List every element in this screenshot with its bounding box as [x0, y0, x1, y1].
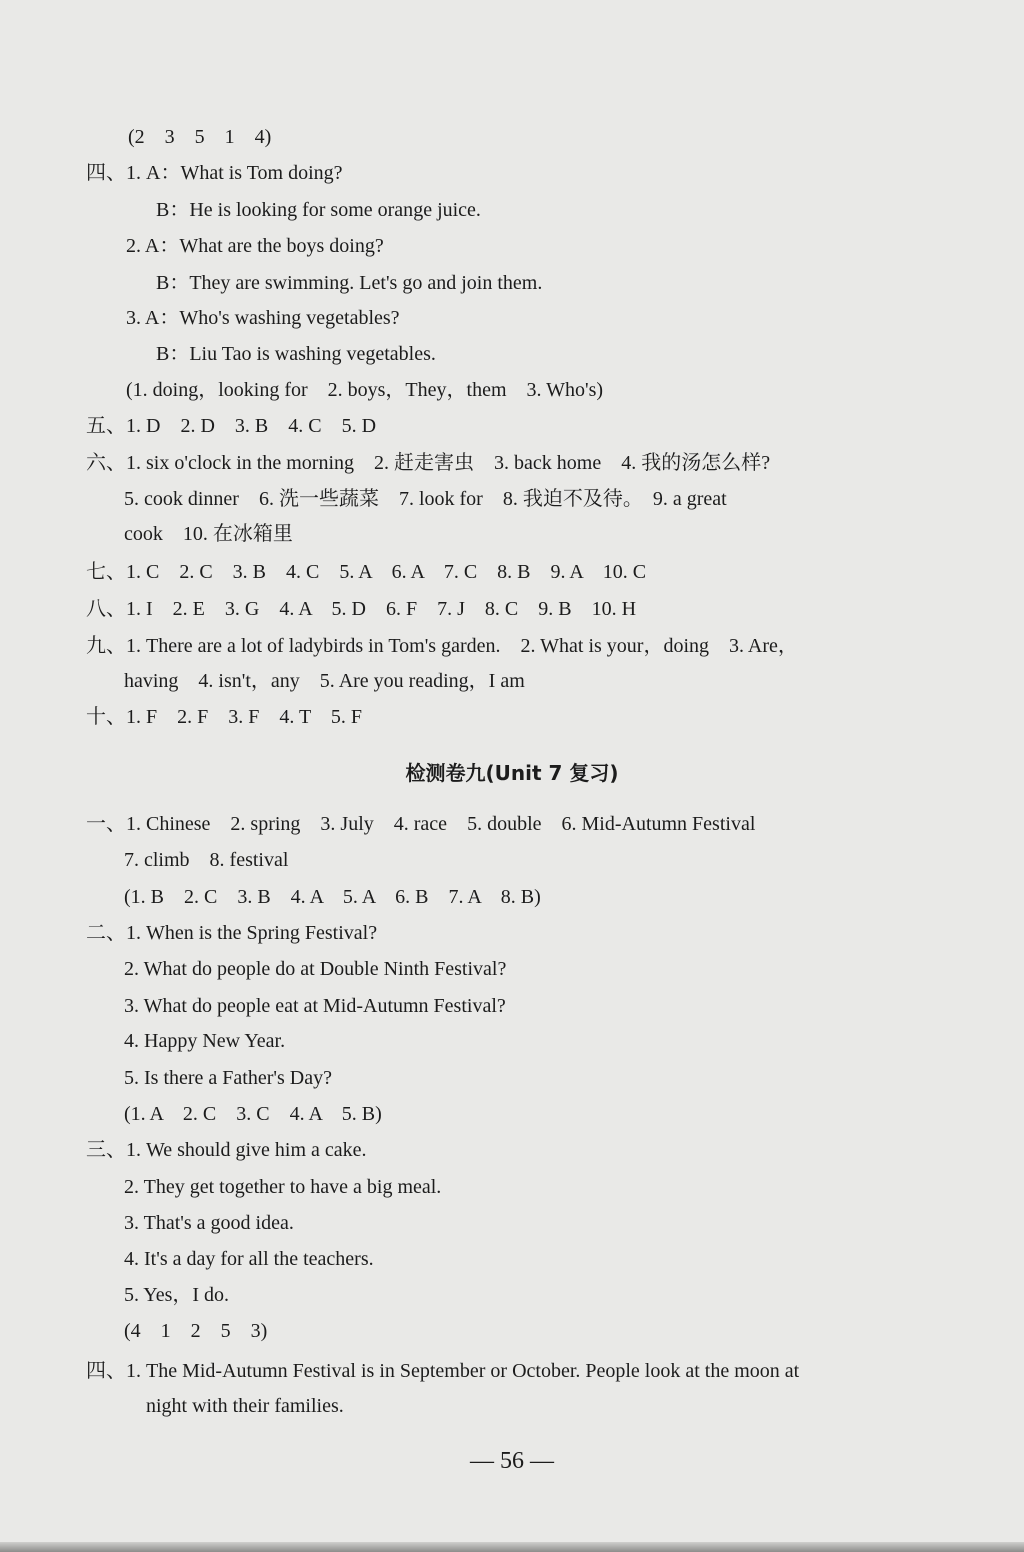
answer-line: 3. A：Who's washing vegetables? — [126, 307, 400, 329]
page-bottom-edge — [0, 1542, 1024, 1552]
answer-line: 四、1. A：What is Tom doing? — [86, 162, 343, 184]
answer-line: 二、1. When is the Spring Festival? — [86, 922, 378, 944]
answer-line: 三、1. We should give him a cake. — [86, 1139, 367, 1161]
answer-line: 九、1. There are a lot of ladybirds in Tom's garden. 2. What is your，doing 3. Are， — [86, 635, 798, 657]
answer-line: 十、1. F 2. F 3. F 4. T 5. F — [86, 706, 362, 728]
answer-line: (1. A 2. C 3. C 4. A 5. B) — [124, 1103, 382, 1125]
answer-line: 2. A：What are the boys doing? — [126, 235, 384, 257]
answer-line: 4. It's a day for all the teachers. — [124, 1248, 374, 1270]
answer-line: cook 10. 在冰箱里 — [124, 523, 293, 545]
answer-line: (2 3 5 1 4) — [128, 126, 272, 148]
answer-line: 4. Happy New Year. — [124, 1030, 286, 1052]
answer-line: 八、1. I 2. E 3. G 4. A 5. D 6. F 7. J 8. C 9. B 10. H — [86, 598, 637, 620]
answer-line: 5. cook dinner 6. 洗一些蔬菜 7. look for 8. 我迫不及待。 9. a great — [124, 488, 727, 510]
answer-line: 六、1. six o'clock in the morning 2. 赶走害虫 3. back home 4. 我的汤怎么样? — [86, 452, 771, 474]
page-number: — 56 — — [470, 1448, 554, 1474]
answer-line: (1. doing，looking for 2. boys，They，them 3. Who's) — [126, 379, 604, 401]
answer-line: 一、1. Chinese 2. spring 3. July 4. race 5. double 6. Mid-Autumn Festival — [86, 813, 756, 835]
answer-line: B：They are swimming. Let's go and join them. — [156, 272, 543, 294]
answer-line: 5. Yes，I do. — [124, 1284, 230, 1306]
answer-line: night with their families. — [146, 1395, 344, 1417]
answer-line: B：Liu Tao is washing vegetables. — [156, 343, 436, 365]
answer-line: (1. B 2. C 3. B 4. A 5. A 6. B 7. A 8. B) — [124, 886, 541, 908]
answer-line: having 4. isn't，any 5. Are you reading，I am — [124, 670, 525, 692]
answer-line: (4 1 2 5 3) — [124, 1320, 268, 1342]
answer-line: B：He is looking for some orange juice. — [156, 199, 481, 221]
answer-line: 五、1. D 2. D 3. B 4. C 5. D — [86, 415, 377, 437]
answer-line: 3. What do people eat at Mid-Autumn Festival? — [124, 995, 506, 1017]
answer-line: 四、1. The Mid-Autumn Festival is in September or October. People look at the moon at — [86, 1360, 800, 1382]
answer-line: 7. climb 8. festival — [124, 849, 289, 871]
answer-line: 5. Is there a Father's Day? — [124, 1067, 332, 1089]
answer-line: 七、1. C 2. C 3. B 4. C 5. A 6. A 7. C 8. B 9. A 10. C — [86, 561, 647, 583]
section-heading: 检测卷九(Unit 7 复习) — [405, 761, 619, 785]
answer-line: 3. That's a good idea. — [124, 1212, 294, 1234]
answer-line: 2. They get together to have a big meal. — [124, 1176, 442, 1198]
answer-line: 2. What do people do at Double Ninth Festival? — [124, 958, 507, 980]
